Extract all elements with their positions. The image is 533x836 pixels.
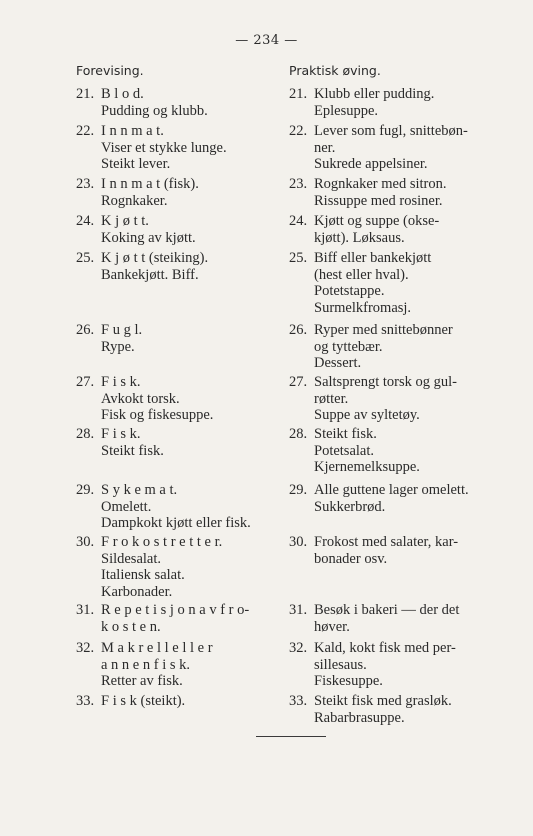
entry-line: høver. [314,618,350,635]
entry-line: Surmelkfromasj. [314,299,412,316]
entry-line: Retter av fisk. [101,673,183,689]
entry-line: F i s k. [101,426,141,442]
entry-line: kjøtt). Løksaus. [314,229,405,246]
entry-line: Karbonader. [101,583,173,600]
entry-line: Steikt fisk. [314,426,377,442]
entry-line: K j ø t t. [101,213,149,229]
entry-line: Kald, kokt fisk med per- [314,640,456,656]
entry-line: Sukrede appelsiner. [314,156,428,172]
entry-number: 32. [76,640,95,656]
entry-line: F r o k o s t r e t t e r. [101,534,223,550]
entry-line: I n n m a t (fisk). [101,176,199,192]
entry-number: 27. [76,374,95,390]
entry-line: Rognkaker. [101,192,168,209]
entry-line: Biff eller bankekjøtt [314,250,432,266]
entry-line: (hest eller hval). [314,266,409,283]
entry-number: 22. [289,123,308,139]
entry-number: 22. [76,123,95,139]
entry-line: K j ø t t (steiking). [101,250,209,266]
entry-line: R e p e t i s j o n a v f r o- [101,602,250,618]
entry-line: F i s k. [101,374,141,390]
entry-line: a n n e n f i s k. [101,656,190,673]
entry-line: Steikt fisk med grasløk. [314,693,452,709]
right-column-heading: Praktisk øving. [289,63,381,78]
entry-line: F i s k (steikt). [101,693,186,709]
entry-line: Avkokt torsk. [101,390,180,407]
entry-line: Fisk og fiskesuppe. [101,407,214,423]
entry-line: Potetsalat. [314,442,375,459]
entry-number: 32. [289,640,308,656]
entry-line: Lever som fugl, snittebøn- [314,123,468,139]
entry-line: Omelett. [101,498,152,515]
entry-line: Koking av kjøtt. [101,229,196,246]
entry-number: 21. [76,86,95,102]
entry-line: sillesaus. [314,656,367,673]
entry-line: k o s t e n. [101,618,161,635]
entry-line: Rognkaker med sitron. [314,176,447,192]
entry-number: 29. [76,482,95,498]
entry-line: Steikt fisk. [101,442,164,459]
entry-line: og tyttebær. [314,338,383,355]
entry-number: 31. [76,602,95,618]
entry-line: Steikt lever. [101,156,171,172]
left-column-heading: Forevising. [76,63,144,78]
entry-number: 30. [289,534,308,550]
entry-number: 27. [289,374,308,390]
entry-line: Fiskesuppe. [314,673,383,689]
entry-line: røtter. [314,390,349,407]
bottom-rule [256,736,326,737]
entry-number: 25. [289,250,308,266]
entry-line: Rissuppe med rosiner. [314,192,443,209]
entry-line: S y k e m a t. [101,482,178,498]
entry-line: Pudding og klubb. [101,102,208,119]
entry-line: Frokost med salater, kar- [314,534,459,550]
entry-line: Potetstappe. [314,283,385,299]
entry-number: 23. [76,176,95,192]
entry-line: Saltsprengt torsk og gul- [314,374,457,390]
entry-line: Dampkokt kjøtt eller fisk. [101,515,251,531]
entry-number: 33. [289,693,308,709]
entry-line: Italiensk salat. [101,567,185,583]
entry-number: 33. [76,693,95,709]
entry-number: 24. [76,213,95,229]
entry-line: Kjernemelksuppe. [314,459,420,475]
entry-line: Rabarbrasuppe. [314,709,405,726]
entry-line: Dessert. [314,355,362,371]
entry-line: Bankekjøtt. Biff. [101,266,199,283]
entry-line: M a k r e l l e l l e r [101,640,213,656]
entry-number: 28. [76,426,95,442]
entry-line: Besøk i bakeri — der det [314,602,460,618]
entry-line: Eplesuppe. [314,102,379,119]
entry-number: 29. [289,482,308,498]
entry-line: Suppe av syltetøy. [314,407,420,423]
entry-line: B l o d. [101,86,144,102]
entry-line: Viser et stykke lunge. [101,139,227,156]
entry-line: Kjøtt og suppe (okse- [314,213,440,229]
entry-line: Rype. [101,338,135,355]
entry-number: 21. [289,86,308,102]
entry-line: Sukkerbrød. [314,498,386,515]
entry-line: Alle guttene lager omelett. [314,482,469,498]
entry-number: 25. [76,250,95,266]
page-number: — 234 — [235,33,298,48]
entry-number: 24. [289,213,308,229]
entry-line: ner. [314,139,336,156]
entry-line: Ryper med snittebønner [314,322,453,338]
entry-line: bonader osv. [314,550,388,567]
entry-number: 31. [289,602,308,618]
entry-line: I n n m a t. [101,123,164,139]
entry-number: 26. [289,322,308,338]
entry-number: 26. [76,322,95,338]
entry-number: 23. [289,176,308,192]
entry-number: 30. [76,534,95,550]
entry-number: 28. [289,426,308,442]
entry-line: Klubb eller pudding. [314,86,435,102]
entry-line: Sildesalat. [101,550,162,567]
entry-line: F u g l. [101,322,143,338]
